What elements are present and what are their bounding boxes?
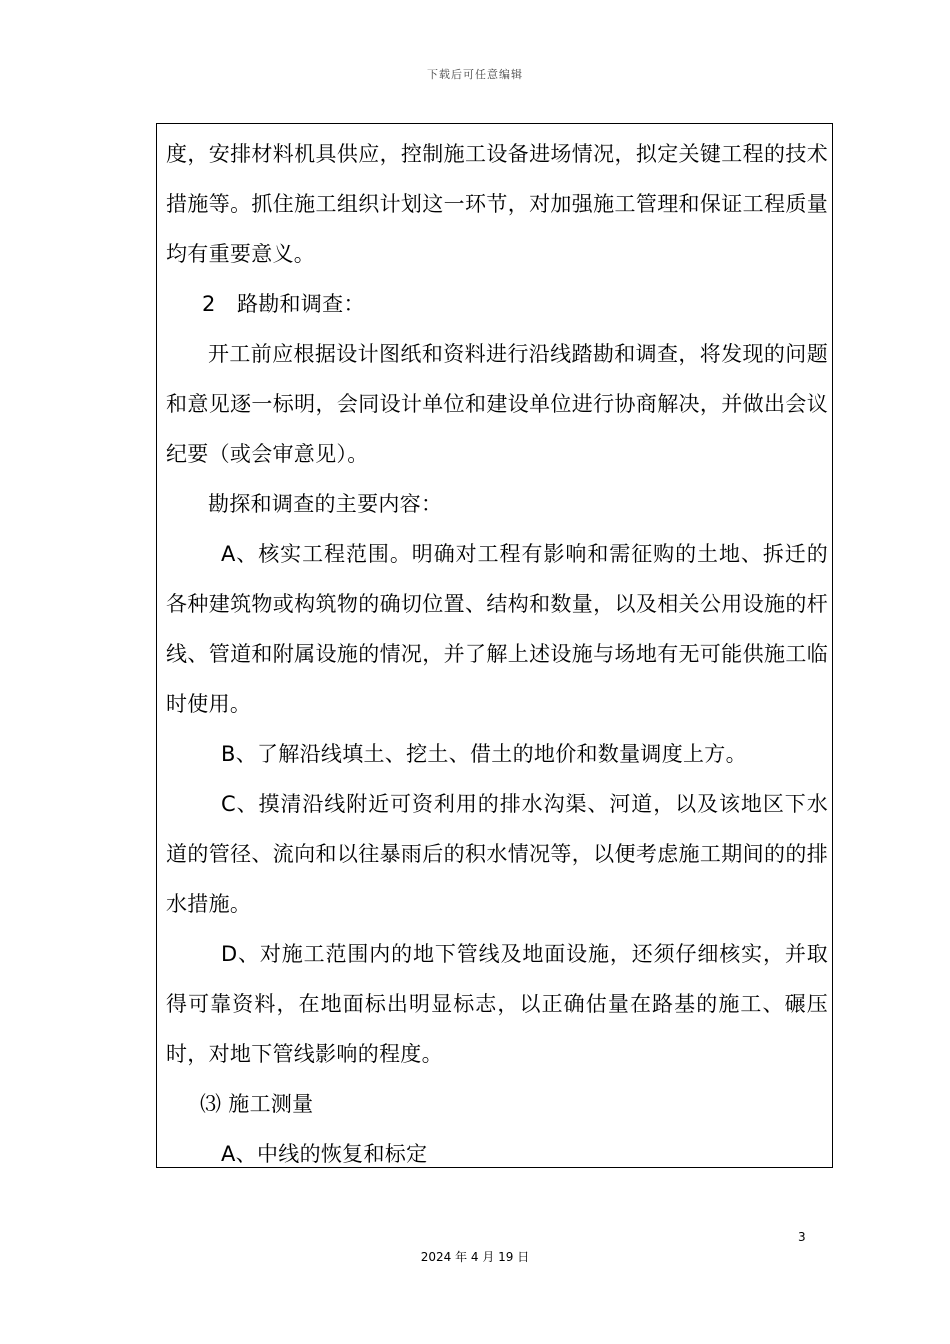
list-item-c: C、摸清沿线附近可资利用的排水沟渠、河道，以及该地区下水道的管径、流向和以往暴雨后的积水情况等，以便考虑施工期间的的排水措施。 xyxy=(166,792,828,916)
content-frame xyxy=(156,123,833,1168)
list-item-centerline: A、中线的恢复和标定 xyxy=(221,1142,428,1166)
paragraph-continuation: 度，安排材料机具供应，控制施工设备进场情况，拟定关键工程的技术措施等。抓住施工组织计划这一环节，对加强施工管理和保证工程质量均有重要意义。 xyxy=(166,142,828,266)
footer-date: 2024 年 4 月 19 日 xyxy=(420,1250,530,1264)
page-number: 3 xyxy=(798,1230,806,1244)
list-item-a: A、核实工程范围。明确对工程有影响和需征购的土地、拆迁的各种建筑物或构筑物的确切位置、结构和数量，以及相关公用设施的杆线、管道和附属设施的情况，并了解上述设施与场地有无可能供施工临时使用。 xyxy=(166,542,828,716)
list-item-d: D、对施工范围内的地下管线及地面设施，还须仔细核实，并取得可靠资料，在地面标出明显标志，以正确估量在路基的施工、碾压时，对地下管线影响的程度。 xyxy=(166,942,828,1066)
list-item-b: B、了解沿线填土、挖土、借土的地价和数量调度上方。 xyxy=(221,742,747,766)
paragraph-survey-intro: 开工前应根据设计图纸和资料进行沿线踏勘和调查，将发现的问题和意见逐一标明，会同设计单位和建设单位进行协商解决，并做出会议纪要（或会审意见）。 xyxy=(166,342,828,466)
section-heading-measurement: ⑶ 施工测量 xyxy=(200,1092,314,1116)
paragraph-survey-contents: 勘探和调查的主要内容： xyxy=(208,492,443,516)
page-header: 下载后可任意编辑 xyxy=(427,68,523,81)
section-heading-survey: 2 路勘和调查： xyxy=(202,292,365,316)
